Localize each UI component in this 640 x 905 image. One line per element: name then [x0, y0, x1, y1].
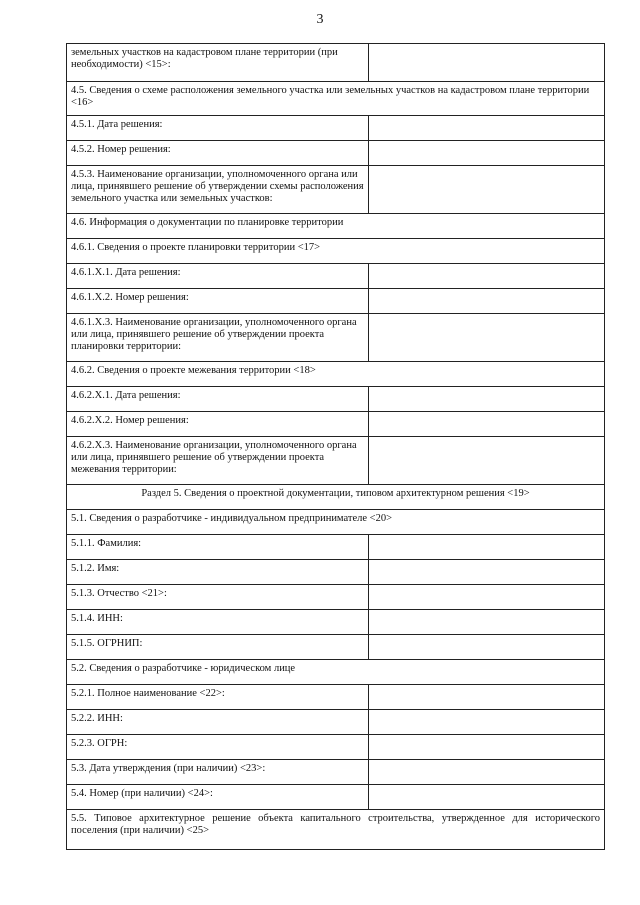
field-value-cell[interactable] [369, 735, 605, 760]
form-row [67, 82, 605, 116]
field-label-cell: 4.5.1. Дата решения: [67, 116, 369, 141]
form-row [67, 710, 605, 735]
form-row [67, 735, 605, 760]
field-label-cell: 4.6.1.Х.2. Номер решения: [67, 289, 369, 314]
form-row [67, 535, 605, 560]
section-title: Раздел 5. Сведения о проектной документации, типовом архитектурном решения <19> [67, 485, 605, 510]
field-label-cell: 5.2.2. ИНН: [67, 710, 369, 735]
form-row [67, 44, 605, 82]
field-value-cell[interactable] [369, 166, 605, 214]
field-value-cell[interactable] [369, 264, 605, 289]
form-row [67, 635, 605, 660]
group-heading-cell: 5.1. Сведения о разработчике - индивидуальном предпринимателе <20> [67, 510, 605, 535]
field-value-cell[interactable] [369, 289, 605, 314]
field-value-cell[interactable] [369, 760, 605, 785]
form-row [67, 610, 605, 635]
form-row [67, 685, 605, 710]
form-row [67, 314, 605, 362]
field-value-cell[interactable] [369, 387, 605, 412]
form-row [67, 264, 605, 289]
form-row [67, 510, 605, 535]
field-label-cell: 5.1.4. ИНН: [67, 610, 369, 635]
form-row [67, 437, 605, 485]
field-value-cell[interactable] [369, 314, 605, 362]
field-label-cell: 4.6.2.Х.3. Наименование организации, уполномоченного органа или лица, принявшего решение об утверждении проекта межевания территории: [67, 437, 369, 485]
group-heading-cell: 5.2. Сведения о разработчике - юридическом лице [67, 660, 605, 685]
field-value-cell[interactable] [369, 585, 605, 610]
field-value-cell[interactable] [369, 437, 605, 485]
form-row [67, 362, 605, 387]
field-value-cell[interactable] [369, 610, 605, 635]
field-value-cell[interactable] [369, 685, 605, 710]
page-number: 3 [316, 12, 324, 27]
field-value-cell[interactable] [369, 116, 605, 141]
form-row [67, 387, 605, 412]
form-row [67, 760, 605, 785]
form-row [67, 239, 605, 264]
form-row [67, 166, 605, 214]
form-row [67, 785, 605, 810]
form-row [67, 141, 605, 166]
form-row [67, 412, 605, 437]
field-label-cell: 4.6.1.Х.1. Дата решения: [67, 264, 369, 289]
field-label-cell: 5.1.2. Имя: [67, 560, 369, 585]
field-label-cell: 4.6.1.Х.3. Наименование организации, уполномоченного органа или лица, принявшего решение об утверждении проекта планировки территории: [67, 314, 369, 362]
field-value-cell[interactable] [369, 535, 605, 560]
field-label-cell: 5.2.1. Полное наименование <22>: [67, 685, 369, 710]
field-label-cell: земельных участков на кадастровом плане территории (при необходимости) <15>: [67, 44, 369, 82]
field-label-cell: 4.6.2.Х.2. Номер решения: [67, 412, 369, 437]
field-value-cell[interactable] [369, 635, 605, 660]
group-heading-cell: 5.5. Типовое архитектурное решение объекта капитального строительства, утвержденное для исторического поселения (при наличии) <25> [67, 810, 605, 850]
field-value-cell[interactable] [369, 560, 605, 585]
group-heading-cell: 4.6. Информация о документации по планировке территории [67, 214, 605, 239]
field-label-cell: 4.5.3. Наименование организации, уполномоченного органа или лица, принявшего решение об утверждении схемы расположения земельного участка или земельных участков: [67, 166, 369, 214]
field-label-cell: 4.6.2.Х.1. Дата решения: [67, 387, 369, 412]
section-header-row [67, 485, 605, 510]
field-label-cell: 5.3. Дата утверждения (при наличии) <23>: [67, 760, 369, 785]
form-row [67, 585, 605, 610]
form-row [67, 560, 605, 585]
form-table-body [67, 44, 605, 850]
field-label-cell: 5.4. Номер (при наличии) <24>: [67, 785, 369, 810]
field-label-cell: 4.5.2. Номер решения: [67, 141, 369, 166]
field-value-cell[interactable] [369, 412, 605, 437]
group-heading-cell: 4.6.1. Сведения о проекте планировки территории <17> [67, 239, 605, 264]
field-value-cell[interactable] [369, 710, 605, 735]
field-value-cell[interactable] [369, 785, 605, 810]
field-label-cell: 5.1.3. Отчество <21>: [67, 585, 369, 610]
group-heading-cell: 4.6.2. Сведения о проекте межевания территории <18> [67, 362, 605, 387]
field-label-cell: 5.1.5. ОГРНИП: [67, 635, 369, 660]
form-row [67, 660, 605, 685]
form-row [67, 289, 605, 314]
field-value-cell[interactable] [369, 141, 605, 166]
group-heading-cell: 4.5. Сведения о схеме расположения земельного участка или земельных участков на кадастровом плане территории <16> [67, 82, 605, 116]
form-row [67, 214, 605, 239]
field-label-cell: 5.2.3. ОГРН: [67, 735, 369, 760]
form-row [67, 810, 605, 850]
field-value-cell[interactable] [369, 44, 605, 82]
notification-form-table [66, 43, 605, 850]
field-label-cell: 5.1.1. Фамилия: [67, 535, 369, 560]
form-row [67, 116, 605, 141]
